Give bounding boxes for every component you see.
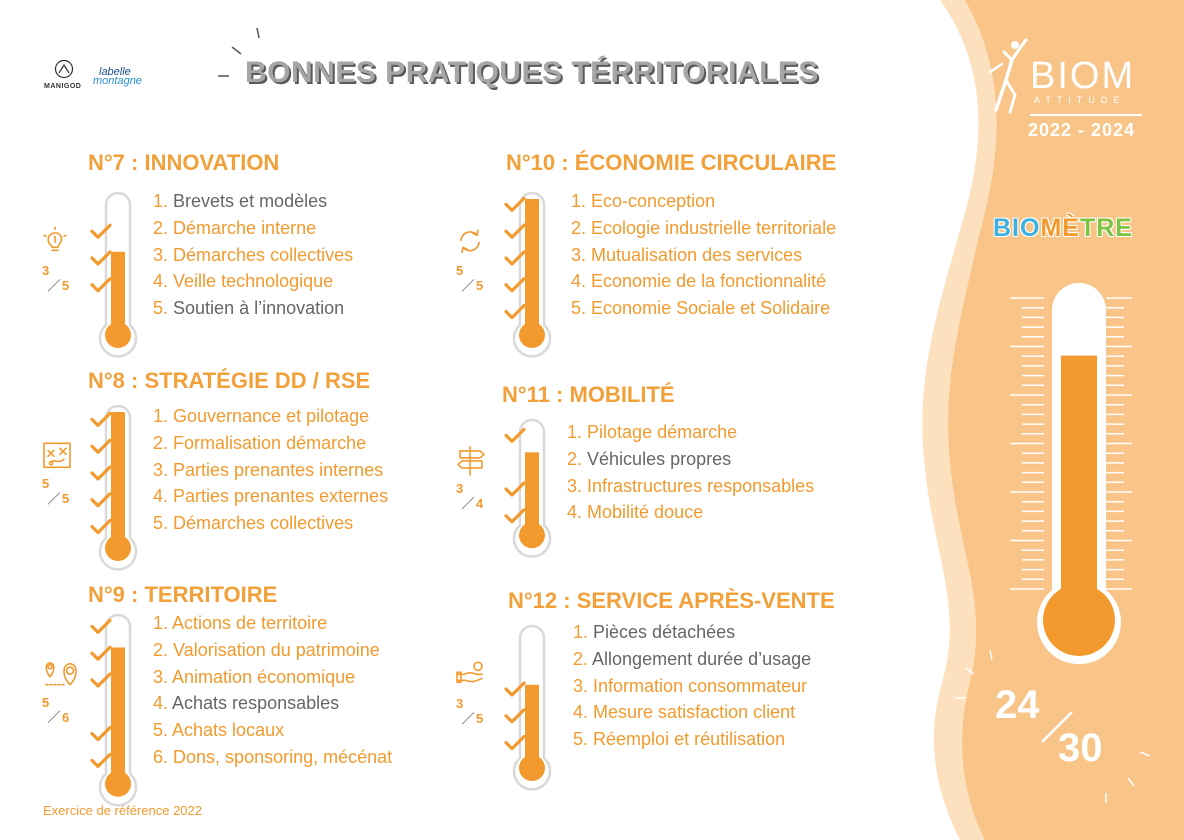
practice-number: 1.: [153, 613, 169, 633]
brand-name: BIOM: [1030, 55, 1136, 97]
biometre-total: 30: [1058, 726, 1103, 770]
section-total: 5: [476, 278, 484, 294]
practice-label: Formalisation démarche: [173, 432, 367, 453]
practice-number: 4.: [573, 702, 589, 723]
practice-number: 3.: [153, 666, 169, 687]
practice-number: 1.: [153, 191, 169, 211]
practice-number: 5.: [153, 720, 169, 741]
practice-number: 6.: [153, 746, 169, 767]
brand-tagline: ATTITUDE: [1034, 95, 1126, 105]
practice-label: Valorisation du patrimoine: [173, 639, 380, 660]
practice-label: Pièces détachées: [593, 622, 736, 642]
section-score: 5: [456, 263, 464, 279]
practice-number: 3.: [153, 459, 169, 480]
practice-label: Pilotage démarche: [587, 422, 738, 442]
section-total: 5: [62, 278, 70, 294]
practice-number: 3.: [571, 244, 587, 265]
practice-number: 2.: [153, 217, 169, 238]
practice-number: 1.: [567, 422, 583, 442]
biometre-title-part-3: È: [1062, 214, 1080, 242]
practice-number: 5.: [153, 298, 169, 319]
practice-number: 2.: [571, 217, 587, 238]
practice-number: 4.: [153, 486, 169, 507]
practice-label: Animation économique: [172, 666, 356, 687]
practice-number: 4.: [567, 502, 583, 523]
practice-number: 5.: [153, 513, 169, 534]
practice-label: Infrastructures responsables: [587, 475, 815, 496]
practice-label: Allongement durée d’usage: [592, 648, 812, 669]
practice-number: 4.: [153, 693, 169, 714]
practice-number: 5.: [573, 729, 589, 750]
practice-label: Ecologie industrielle territoriale: [591, 217, 837, 238]
practice-label: Eco-conception: [591, 191, 716, 211]
practice-number: 4.: [571, 271, 587, 292]
practice-label: Dons, sponsoring, mécénat: [173, 746, 393, 767]
practice-label: Soutien à l’innovation: [173, 298, 345, 319]
practice-label: Parties prenantes externes: [173, 486, 389, 507]
biometre-title-part-4: TRE: [1079, 214, 1133, 242]
biometre-title-part-1: BIO: [993, 214, 1041, 242]
practice-label: Démarches collectives: [173, 244, 354, 265]
practice-label: Mobilité douce: [587, 502, 704, 523]
section-title: N°8 : STRATÉGIE DD / RSE: [88, 368, 371, 393]
practice-label: Parties prenantes internes: [173, 459, 384, 480]
section-total: 6: [62, 709, 70, 725]
practice-label: Actions de territoire: [172, 613, 328, 633]
biometre-score: 24: [995, 683, 1040, 727]
page-title: BONNES PRATIQUES TÉRRITORIALES: [245, 56, 819, 89]
section-title: N°9 : TERRITOIRE: [88, 582, 278, 607]
section-title: N°12 : SERVICE APRÈS-VENTE: [508, 588, 835, 613]
practice-number: 1.: [153, 406, 169, 426]
manigod-label: MANIGOD: [44, 83, 82, 90]
practice-label: Achats responsables: [172, 693, 340, 714]
practice-label: Brevets et modèles: [173, 191, 328, 211]
section-total: 5: [62, 491, 70, 507]
section-title: N°10 : ÉCONOMIE CIRCULAIRE: [506, 150, 837, 175]
practice-label: Démarches collectives: [173, 513, 354, 534]
montagne-label: montagne: [93, 75, 142, 87]
brand-years: 2022 - 2024: [1028, 120, 1136, 140]
practice-label: Gouvernance et pilotage: [173, 406, 370, 426]
section-score: 5: [42, 694, 50, 710]
practice-number: 5.: [571, 298, 587, 319]
practice-number: 2.: [153, 432, 169, 453]
practice-label: Achats locaux: [172, 720, 285, 741]
practice-label: Mutualisation des services: [591, 244, 803, 265]
practice-label: Economie de la fonctionnalité: [591, 271, 827, 292]
section-title: N°7 : INNOVATION: [88, 150, 280, 175]
practice-number: 1.: [573, 622, 589, 642]
practice-label: Information consommateur: [593, 675, 808, 696]
practice-number: 2.: [573, 648, 589, 669]
practice-number: 3.: [567, 475, 583, 496]
practice-number: 2.: [153, 639, 169, 660]
practice-label: Démarche interne: [173, 217, 317, 238]
section-total: 4: [476, 495, 484, 511]
labelle-label: labelle: [99, 66, 131, 78]
footer-note: Exercice de référence 2022: [43, 803, 202, 818]
practice-number: 3.: [153, 244, 169, 265]
practice-number: 3.: [573, 675, 589, 696]
section-score: 3: [456, 480, 464, 496]
practice-label: Economie Sociale et Solidaire: [591, 298, 831, 319]
section-score: 5: [42, 476, 50, 492]
practice-label: Mesure satisfaction client: [593, 702, 796, 723]
section-total: 5: [476, 711, 484, 727]
practice-number: 2.: [567, 448, 583, 469]
practice-label: Véhicules propres: [587, 448, 732, 469]
practice-number: 1.: [571, 191, 587, 211]
practice-number: 4.: [153, 271, 169, 292]
practice-label: Réemploi et réutilisation: [593, 729, 786, 750]
section-score: 3: [456, 696, 464, 712]
section-title: N°11 : MOBILITÉ: [502, 382, 675, 407]
section-score: 3: [42, 263, 50, 279]
practice-label: Veille technologique: [173, 271, 334, 292]
biometre-title-part-2: M: [1040, 214, 1063, 242]
